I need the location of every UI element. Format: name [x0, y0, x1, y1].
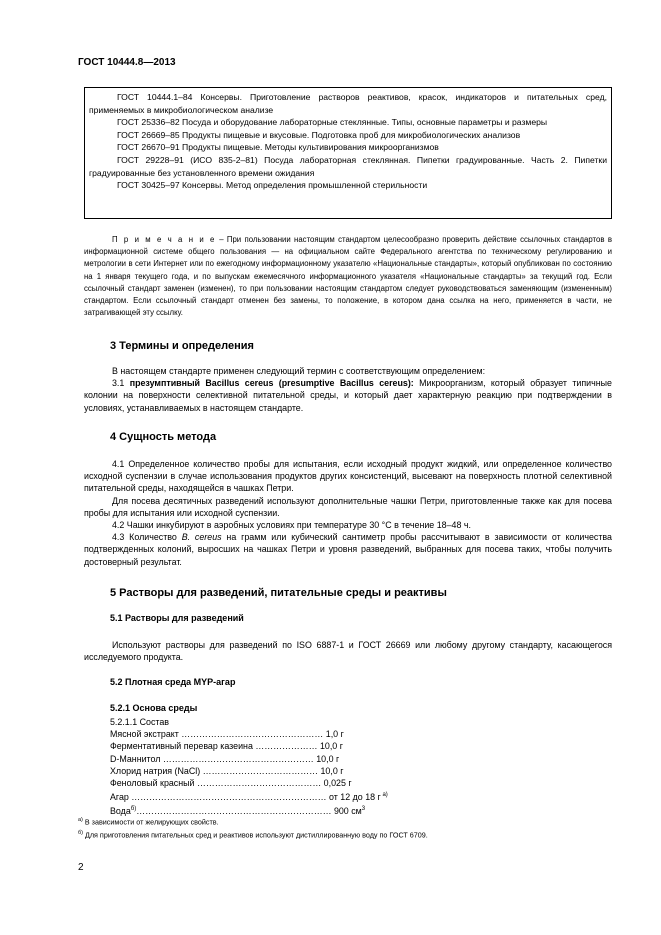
footnote-ref: а): [380, 792, 388, 799]
page-number: 2: [78, 862, 84, 873]
footnotes: [78, 815, 428, 841]
note-text: – При пользовании настоящим стандартом целесообразно проверить действие ссылочных стандартов в информационной системе общего пользования — на официальном сайте Федерального агентства по техническому регулированию и метрологии в сети Интернет или по ежегодному информационному указателю «Национальные стандарты», который опубликован по состоянию на 1 января текущего года, и по выпускам ежемесячного информационного указателя «Национальные стандарты» за текущий год. Если ссылочный стандарт заменен (изменен), то при пользовании настоящим стандартом следует руководствоваться заменяющим (измененным) стандартом. Если ссылочный стандарт отменен без замены, то положение, в котором дана ссылка на него, применяется в части, не затрагивающей эту ссылку.: [84, 235, 612, 318]
note-label: П р и м е ч а н и е: [112, 235, 216, 244]
composition-item: Вода$^{б)}$………………………………………………………… 900 $см^3$: [110, 806, 366, 817]
section-5-2-heading: 5.2 Плотная среда MYP-агар: [110, 677, 236, 687]
document-header: ГОСТ 10444.8—2013: [78, 57, 176, 68]
paragraph-5-1: Используют растворы для разведений по ISO 6887-1 и ГОСТ 26669 или любому другому стандарту, касающегося исследуемого продукта.: [84, 640, 612, 663]
term-number: 3.1: [112, 378, 130, 389]
composition-item: D-Маннитол …………………………………………… 10,0 г: [110, 753, 340, 764]
composition-item: Ферментативный перевар казеина ………………… 10,0 г: [110, 741, 343, 752]
composition-list: [110, 716, 388, 818]
section-5-2-1-heading: 5.2.1 Основа среды: [110, 703, 198, 713]
term-name: презумптивный Bacillus cereus (presumptive Bacillus cereus):: [129, 378, 414, 389]
section-4-heading: 4 Сущность метода: [110, 431, 217, 443]
paragraph-4-2: 4.2 Чашки инкубируют в аэробных условиях при температуре 30 °С в течение 18–48 ч.: [112, 520, 471, 531]
composition-item: Мясной экстракт ………………………………………… 1,0 г: [110, 729, 344, 740]
footnote: $^{б)}$ Для приготовления питательных сред и реактивов используют дистиллированную воду по ГОСТ 6709.: [78, 829, 428, 840]
section-5-1-body: [84, 639, 612, 663]
section-3-body: [84, 365, 612, 414]
term-definition-text: Микроорганизм, который образует типичные колонии на поверхности селективной питательной среды, и который дает характерную реакцию при подтверждении в условиях, устанавливаемых в настоящем стандарте.: [84, 378, 612, 413]
section-3-intro: В настоящем стандарте применен следующий термин с соответствующим определением:: [112, 366, 486, 376]
section-3-heading: 3 Термины и определения: [110, 340, 254, 352]
footnote: $^{а)}$ В зависимости от желирующих свойств.: [78, 817, 219, 827]
section-4-body: [84, 458, 612, 568]
paragraph-4-3: 4.3 Количество B. cereus на грамм или кубический сантиметр пробы рассчитывают в зависимости от количества подтвержденных колоний, выросших на чашках Петри и уровня разведений, выбранных для посева таких, чтобы получить достоверный результат.: [84, 532, 612, 567]
composition-title: 5.2.1.1 Состав: [110, 717, 170, 727]
section-5-1-heading: 5.1 Растворы для разведений: [110, 613, 244, 623]
term-definition: [84, 377, 612, 414]
reference-item: ГОСТ 10444.1–84 Консервы. Приготовление растворов реактивов, красок, индикаторов и питательных сред, применяемых в микробиологическом анализе: [89, 92, 607, 115]
composition-item: Феноловый красный …………………………………… 0,025 г: [110, 778, 352, 789]
composition-item: Хлорид натрия (NaCl) ………………………………… 10,0 г: [110, 765, 344, 776]
footnote-ref: б): [130, 806, 137, 813]
paragraph-4-1-cont: Для посева десятичных разведений используют дополнительные чашки Петри, приготовленные также как для посева пробы для испытания или исходной суспензии.: [84, 495, 612, 518]
paragraph-4-1: 4.1 Определенное количество пробы для испытания, если исходный продукт жидкий, или определенное количество исходной суспензии в случае использования продуктов других консистенций, высевают на поверхность плотной селективной питательной среды, находящейся в чашках Петри.: [84, 459, 612, 494]
organism-name: B. cereus: [181, 532, 222, 543]
note-block: [84, 234, 612, 319]
reference-item: ГОСТ 29228–91 (ИСО 835-2–81) Посуда лабораторная стеклянная. Пипетки градуированные. Часть 2. Пипетки градуированные без установленного времени ожидания: [89, 154, 607, 178]
reference-item: ГОСТ 26670–91 Продукты пищевые. Методы культивирования микроорганизмов: [117, 142, 439, 153]
reference-item: ГОСТ 30425–97 Консервы. Метод определения промышленной стерильности: [117, 180, 428, 191]
reference-item: ГОСТ 26669–85 Продукты пищевые и вкусовые. Подготовка проб для микробиологических анализов: [117, 129, 521, 140]
composition-item: Агар ………………………………………………………… от 12 до 18 г $^{а)}$: [110, 792, 388, 803]
section-5-heading: 5 Растворы для разведений, питательные среды и реактивы: [110, 587, 447, 599]
references-box: [84, 87, 612, 219]
reference-item: ГОСТ 25336–82 Посуда и оборудование лабораторные стеклянные. Типы, основные параметры и размеры: [117, 117, 548, 128]
